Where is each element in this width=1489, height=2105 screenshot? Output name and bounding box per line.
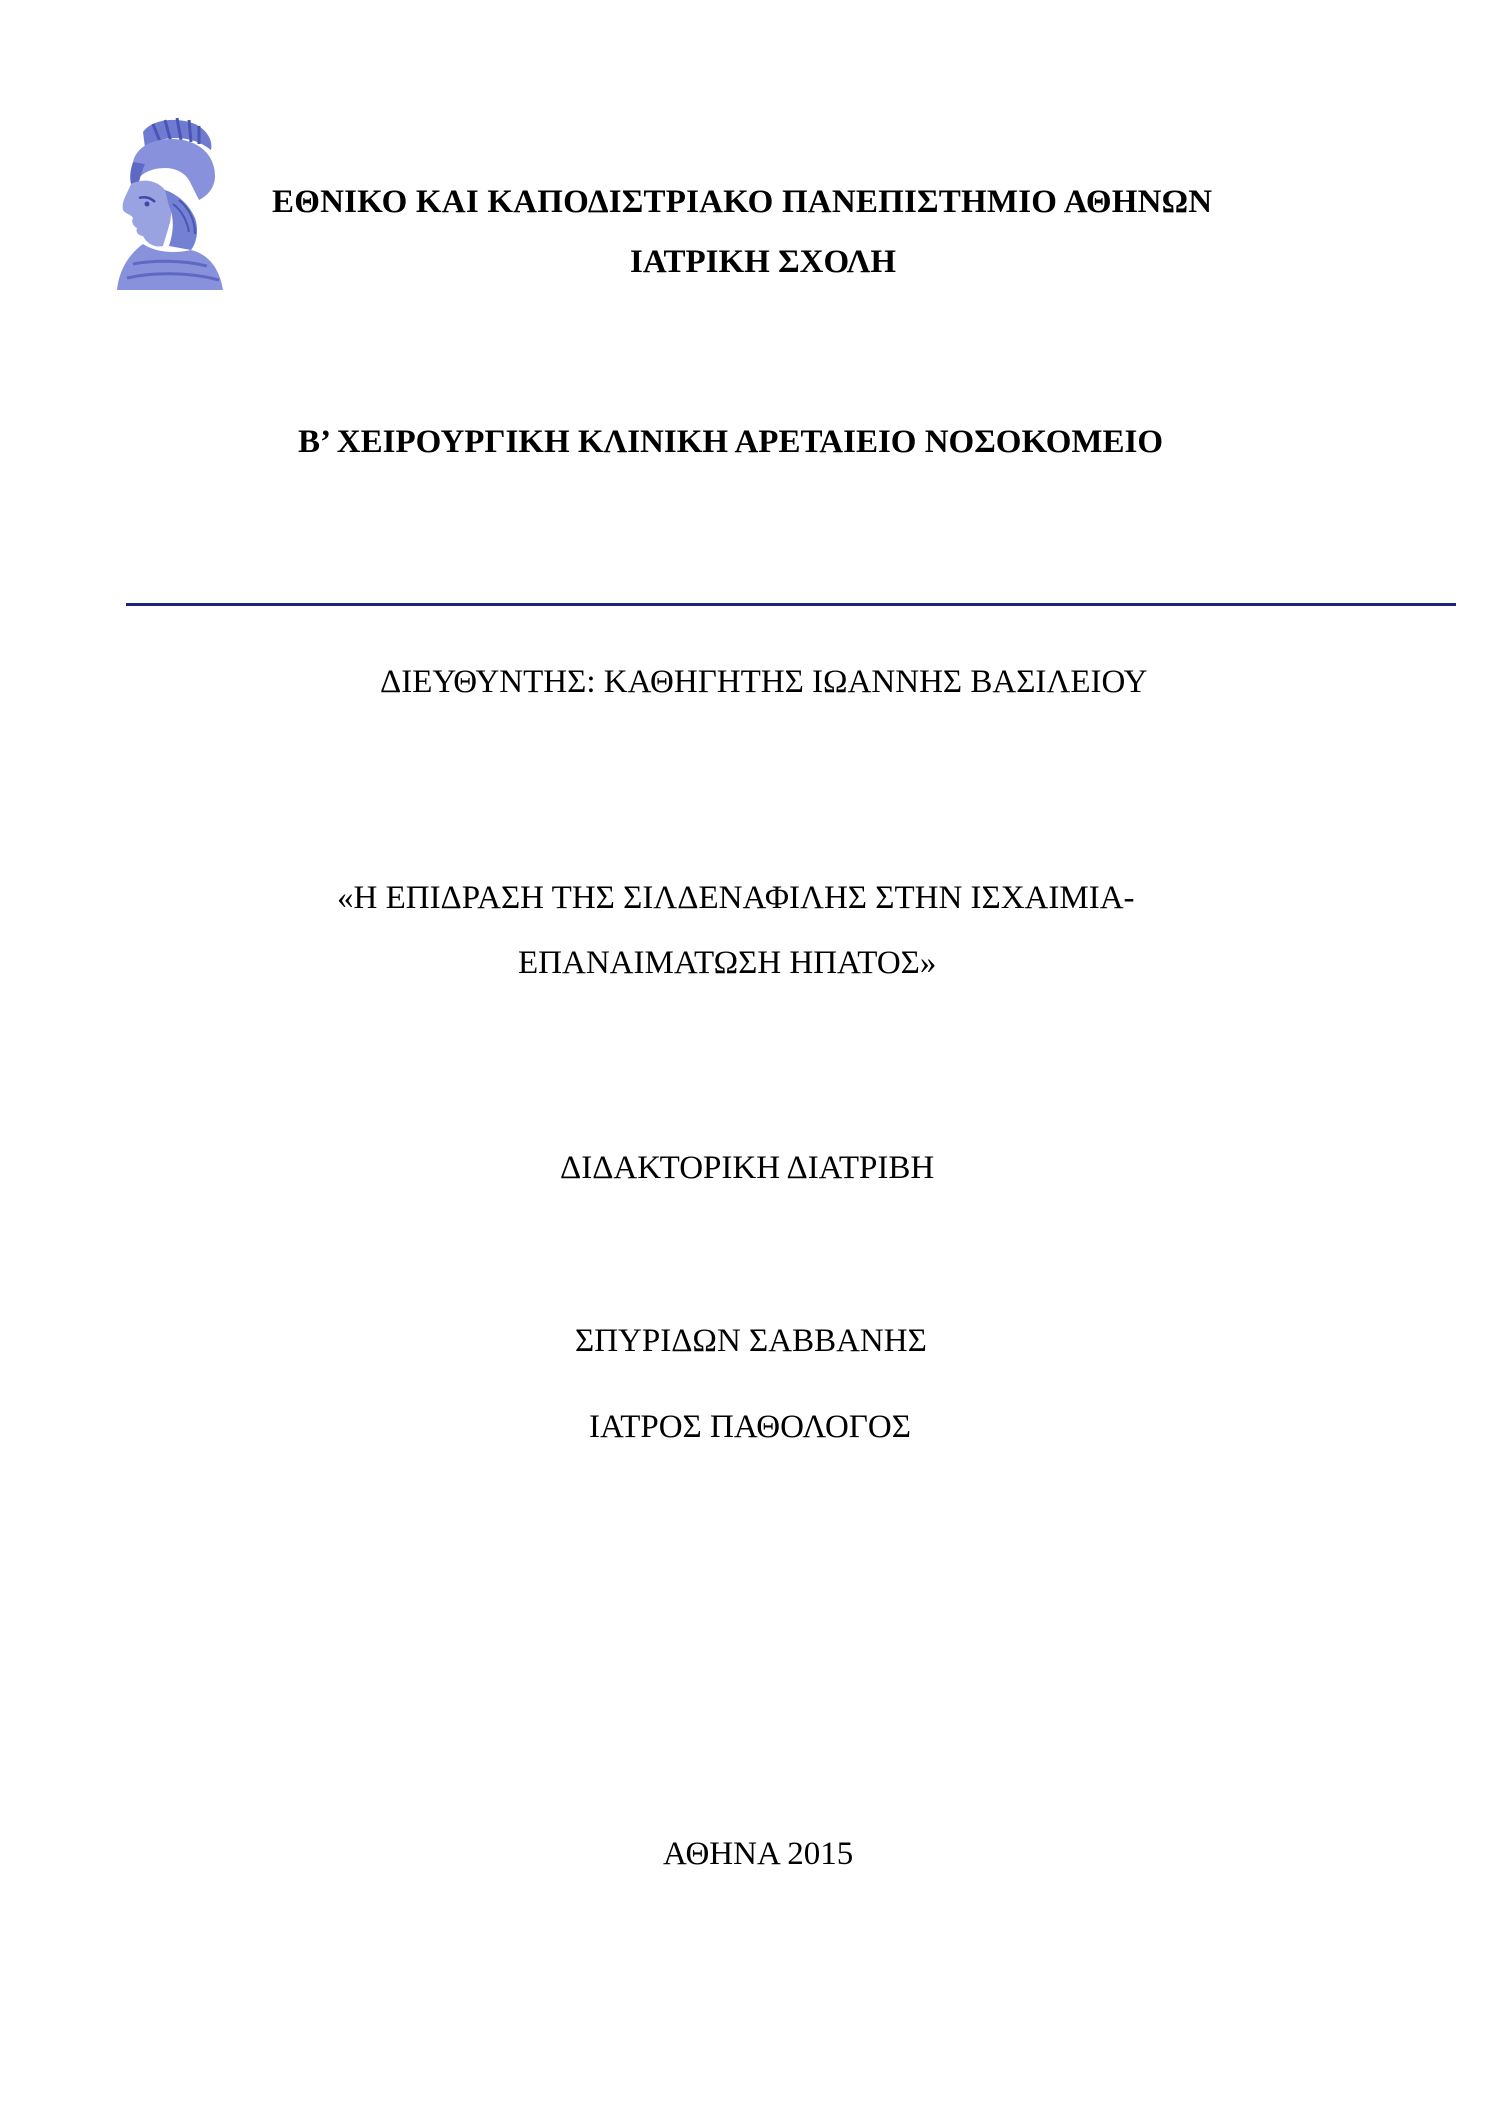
thesis-title-line-1: «Η ΕΠΙΔΡΑΣΗ ΤΗΣ ΣΙΛΔΕΝΑΦΙΛΗΣ ΣΤΗΝ ΙΣΧΑΙΜΙΑ- [337, 880, 1135, 916]
athena-head-logo-icon [103, 114, 229, 294]
school-name: ΙΑΤΡΙΚΗ ΣΧΟΛΗ [630, 244, 897, 280]
author-name: ΣΠΥΡΙΔΩΝ ΣΑΒΒΑΝΗΣ [575, 1323, 927, 1359]
director-line: ΔΙΕΥΘΥΝΤΗΣ: ΚΑΘΗΓΗΤΗΣ ΙΩΑΝΝΗΣ ΒΑΣΙΛΕΙΟΥ [380, 664, 1148, 700]
clinic-name: Β’ ΧΕΙΡΟΥΡΓΙΚΗ ΚΛΙΝΙΚΗ ΑΡΕΤΑΙΕΙΟ ΝΟΣΟΚΟΜΕΙΟ [298, 424, 1164, 460]
author-profession: ΙΑΤΡΟΣ ΠΑΘΟΛΟΓΟΣ [589, 1409, 911, 1445]
thesis-title-line-2: ΕΠΑΝΑΙΜΑΤΩΣΗ ΗΠΑΤΟΣ» [518, 945, 937, 981]
place-and-date: ΑΘΗΝΑ 2015 [663, 1836, 854, 1872]
horizontal-rule [126, 603, 1456, 606]
university-name: ΕΘΝΙΚΟ ΚΑΙ ΚΑΠΟΔΙΣΤΡΙΑΚΟ ΠΑΝΕΠΙΣΤΗΜΙΟ ΑΘΗΝΩΝ [272, 184, 1213, 220]
thesis-type: ΔΙΔΑΚΤΟΡΙΚΗ ΔΙΑΤΡΙΒΗ [560, 1150, 935, 1186]
